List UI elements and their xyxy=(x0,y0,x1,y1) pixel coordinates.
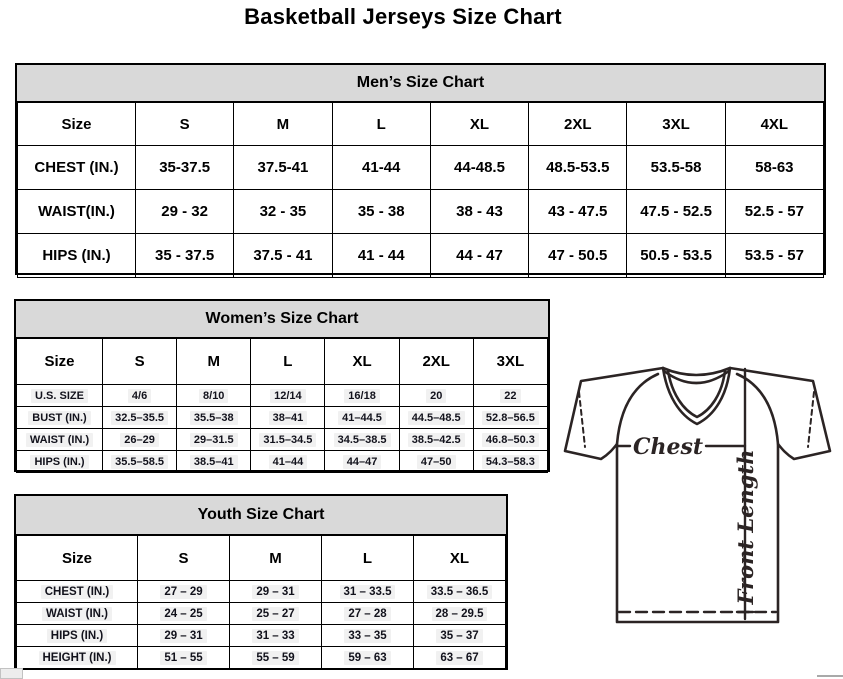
size-value-text: 35 - 37.5 xyxy=(155,247,215,264)
size-value-text: 22 xyxy=(500,389,520,403)
size-value-text: 12/14 xyxy=(270,389,306,403)
measurement-row xyxy=(17,647,506,669)
size-column-header: L xyxy=(251,339,325,385)
size-value-text: 41–44 xyxy=(269,455,308,469)
size-value-text: 32 - 35 xyxy=(259,203,307,220)
size-column-header: 2XL xyxy=(529,103,627,146)
page-title: Basketball Jerseys Size Chart xyxy=(244,4,562,29)
row-label xyxy=(17,603,138,625)
size-value-cell xyxy=(177,429,251,451)
row-label-text: WAIST (IN.) xyxy=(42,607,112,621)
size-value-text: 53.5 - 57 xyxy=(744,247,804,264)
chest-label: Chest xyxy=(632,434,704,460)
size-value-cell xyxy=(234,234,332,278)
size-value-cell xyxy=(627,190,725,234)
size-value-cell xyxy=(103,429,177,451)
size-value-text: 35.5–38 xyxy=(190,411,238,425)
size-value-text: 52.8–56.5 xyxy=(482,411,539,425)
size-value-text: 44 - 47 xyxy=(456,247,503,264)
size-value-text: 53.5-58 xyxy=(650,159,702,176)
size-value-cell xyxy=(430,190,528,234)
size-value-cell xyxy=(325,429,399,451)
size-value-cell xyxy=(473,385,547,407)
size-value-cell xyxy=(414,581,506,603)
row-label xyxy=(17,581,138,603)
measurement-row xyxy=(18,190,824,234)
size-value-cell xyxy=(325,451,399,473)
size-value-text: 47.5 - 52.5 xyxy=(640,203,712,220)
size-value-cell xyxy=(627,234,725,278)
size-value-cell xyxy=(251,451,325,473)
size-value-text: 28 – 29.5 xyxy=(432,607,488,621)
size-value-text: 55 – 59 xyxy=(252,651,298,665)
size-value-cell xyxy=(230,603,322,625)
size-value-text: 37.5-41 xyxy=(257,159,309,176)
size-value-cell xyxy=(138,603,230,625)
size-value-text: 41 - 44 xyxy=(357,247,405,264)
size-value-cell xyxy=(399,407,473,429)
size-value-cell xyxy=(725,234,823,278)
size-value-text: 58-63 xyxy=(755,159,794,176)
womens-size-chart-table xyxy=(14,299,550,472)
row-label-text: U.S. SIZE xyxy=(31,389,88,403)
size-value-cell xyxy=(322,647,414,669)
size-value-text: 44.5–48.5 xyxy=(408,411,465,425)
row-label xyxy=(18,234,136,278)
measurement-row xyxy=(17,625,506,647)
size-value-cell xyxy=(473,429,547,451)
size-value-text: 29 – 31 xyxy=(252,585,298,599)
size-value-text: 48.5-53.5 xyxy=(546,159,610,176)
size-value-cell xyxy=(414,647,506,669)
size-value-text: 59 – 63 xyxy=(344,651,390,665)
measurement-row xyxy=(17,385,548,407)
row-label xyxy=(17,647,138,669)
size-value-text: 4/6 xyxy=(128,389,151,403)
size-value-text: 35 – 37 xyxy=(436,629,482,643)
size-value-text: 29 – 31 xyxy=(160,629,206,643)
size-value-text: 25 – 27 xyxy=(252,607,298,621)
jersey-collar-back-arc xyxy=(663,368,730,375)
size-value-text: 37.5 - 41 xyxy=(253,247,313,264)
row-label-text: WAIST (IN.) xyxy=(26,433,93,447)
size-value-text: 38.5–42.5 xyxy=(408,433,465,447)
row-label-text: HIPS (IN.) xyxy=(47,629,107,643)
size-value-cell xyxy=(332,146,430,190)
size-value-cell xyxy=(138,581,230,603)
size-value-text: 31 – 33.5 xyxy=(340,585,396,599)
size-column-header: XL xyxy=(325,339,399,385)
size-column-header: M xyxy=(230,536,322,581)
size-value-cell xyxy=(177,407,251,429)
row-label-text: HIPS (IN.) xyxy=(42,247,111,264)
row-label xyxy=(17,625,138,647)
size-value-text: 51 – 55 xyxy=(160,651,206,665)
row-label xyxy=(17,385,103,407)
size-value-cell xyxy=(251,385,325,407)
size-header-cell: Size xyxy=(17,339,103,385)
row-label xyxy=(17,429,103,451)
size-value-text: 33 – 35 xyxy=(344,629,390,643)
measurement-row xyxy=(17,581,506,603)
size-column-header: XL xyxy=(430,103,528,146)
size-value-cell xyxy=(399,451,473,473)
size-value-cell xyxy=(473,451,547,473)
size-value-cell xyxy=(725,146,823,190)
size-value-text: 52.5 - 57 xyxy=(744,203,804,220)
size-value-cell xyxy=(230,647,322,669)
size-value-cell xyxy=(430,234,528,278)
size-value-cell xyxy=(529,190,627,234)
row-label-text: HEIGHT (IN.) xyxy=(39,651,116,665)
women-chart-title: Women’s Size Chart xyxy=(16,301,548,338)
size-value-cell xyxy=(177,451,251,473)
size-value-cell xyxy=(725,190,823,234)
size-value-cell xyxy=(332,190,430,234)
size-column-header: M xyxy=(234,103,332,146)
men-chart-title: Men’s Size Chart xyxy=(17,65,824,102)
size-value-text: 43 - 47.5 xyxy=(548,203,608,220)
size-value-text: 54.3–58.3 xyxy=(482,455,539,469)
size-header-cell: Size xyxy=(18,103,136,146)
mens-size-chart-table xyxy=(15,63,826,275)
row-label-text: BUST (IN.) xyxy=(28,411,90,425)
size-value-cell xyxy=(136,234,234,278)
jersey-measurement-diagram xyxy=(563,357,839,629)
jersey-right-seam xyxy=(737,374,778,444)
size-value-text: 38–41 xyxy=(269,411,308,425)
size-value-text: 35.5–58.5 xyxy=(111,455,168,469)
measurement-row xyxy=(17,451,548,473)
size-value-text: 50.5 - 53.5 xyxy=(640,247,712,264)
size-value-text: 38.5–41 xyxy=(190,455,238,469)
size-value-cell xyxy=(325,385,399,407)
size-value-text: 35 - 38 xyxy=(357,203,405,220)
size-value-cell xyxy=(414,603,506,625)
size-value-text: 26–29 xyxy=(120,433,159,447)
size-value-cell xyxy=(251,429,325,451)
size-value-text: 46.8–50.3 xyxy=(482,433,539,447)
size-column-header: L xyxy=(322,536,414,581)
size-value-text: 35-37.5 xyxy=(159,159,211,176)
size-value-cell xyxy=(103,407,177,429)
size-value-cell xyxy=(627,146,725,190)
size-value-text: 47 - 50.5 xyxy=(548,247,608,264)
size-column-header: S xyxy=(138,536,230,581)
bottom-right-screenshot-fragment xyxy=(817,675,843,677)
size-value-cell xyxy=(138,625,230,647)
size-value-text: 33.5 – 36.5 xyxy=(427,585,493,599)
size-value-text: 27 – 28 xyxy=(344,607,390,621)
size-value-cell xyxy=(430,146,528,190)
size-value-cell xyxy=(103,385,177,407)
size-value-text: 31 – 33 xyxy=(252,629,298,643)
size-value-text: 63 – 67 xyxy=(436,651,482,665)
size-value-cell xyxy=(251,407,325,429)
size-value-text: 47–50 xyxy=(417,455,456,469)
size-column-header: M xyxy=(177,339,251,385)
size-value-cell xyxy=(136,146,234,190)
size-column-header: 2XL xyxy=(399,339,473,385)
measurement-row xyxy=(18,234,824,278)
size-value-cell xyxy=(234,146,332,190)
size-value-text: 16/18 xyxy=(344,389,380,403)
size-column-header: S xyxy=(103,339,177,385)
size-value-cell xyxy=(332,234,430,278)
size-column-header: XL xyxy=(414,536,506,581)
size-value-text: 29 - 32 xyxy=(161,203,208,220)
youth-chart-title: Youth Size Chart xyxy=(16,496,506,535)
size-value-text: 31.5–34.5 xyxy=(259,433,316,447)
size-value-text: 32.5–35.5 xyxy=(111,411,168,425)
size-value-text: 44–47 xyxy=(343,455,382,469)
size-value-cell xyxy=(177,385,251,407)
size-header-cell: Size xyxy=(17,536,138,581)
size-column-header: S xyxy=(136,103,234,146)
size-column-header: 4XL xyxy=(725,103,823,146)
size-value-cell xyxy=(234,190,332,234)
size-value-cell xyxy=(103,451,177,473)
size-value-cell xyxy=(322,625,414,647)
measurement-row xyxy=(17,603,506,625)
size-value-text: 27 – 29 xyxy=(160,585,206,599)
row-label xyxy=(17,407,103,429)
size-value-cell xyxy=(414,625,506,647)
size-value-cell xyxy=(136,190,234,234)
row-label-text: WAIST(IN.) xyxy=(38,203,115,220)
left-cuff-dashed-line xyxy=(579,392,585,447)
size-value-cell xyxy=(230,581,322,603)
size-column-header: L xyxy=(332,103,430,146)
size-value-text: 38 - 43 xyxy=(456,203,503,220)
row-label-text: CHEST (IN.) xyxy=(41,585,114,599)
size-value-text: 24 – 25 xyxy=(160,607,206,621)
size-value-text: 41-44 xyxy=(362,159,401,176)
measurement-row xyxy=(17,407,548,429)
measurement-row xyxy=(17,429,548,451)
size-value-text: 34.5–38.5 xyxy=(334,433,391,447)
row-label xyxy=(18,146,136,190)
row-label-text: CHEST (IN.) xyxy=(34,159,119,176)
size-value-text: 8/10 xyxy=(199,389,228,403)
row-label xyxy=(18,190,136,234)
size-column-header: 3XL xyxy=(627,103,725,146)
youth-size-chart-table xyxy=(14,494,508,670)
row-label-text: HIPS (IN.) xyxy=(30,455,88,469)
bottom-left-screenshot-fragment xyxy=(0,668,23,679)
size-value-cell xyxy=(230,625,322,647)
row-label xyxy=(17,451,103,473)
size-value-cell xyxy=(399,429,473,451)
size-value-cell xyxy=(529,234,627,278)
size-column-header: 3XL xyxy=(473,339,547,385)
size-value-text: 41–44.5 xyxy=(338,411,386,425)
size-value-text: 44-48.5 xyxy=(454,159,505,176)
size-value-cell xyxy=(473,407,547,429)
size-value-cell xyxy=(138,647,230,669)
size-value-cell xyxy=(325,407,399,429)
measurement-row xyxy=(18,146,824,190)
size-value-text: 29–31.5 xyxy=(190,433,238,447)
size-value-text: 20 xyxy=(426,389,446,403)
size-value-cell xyxy=(322,581,414,603)
jersey-outline xyxy=(565,368,830,622)
size-value-cell xyxy=(399,385,473,407)
right-cuff-dashed-line xyxy=(808,392,814,447)
size-value-cell xyxy=(529,146,627,190)
size-value-cell xyxy=(322,603,414,625)
front-length-label: Front Length xyxy=(733,449,758,605)
